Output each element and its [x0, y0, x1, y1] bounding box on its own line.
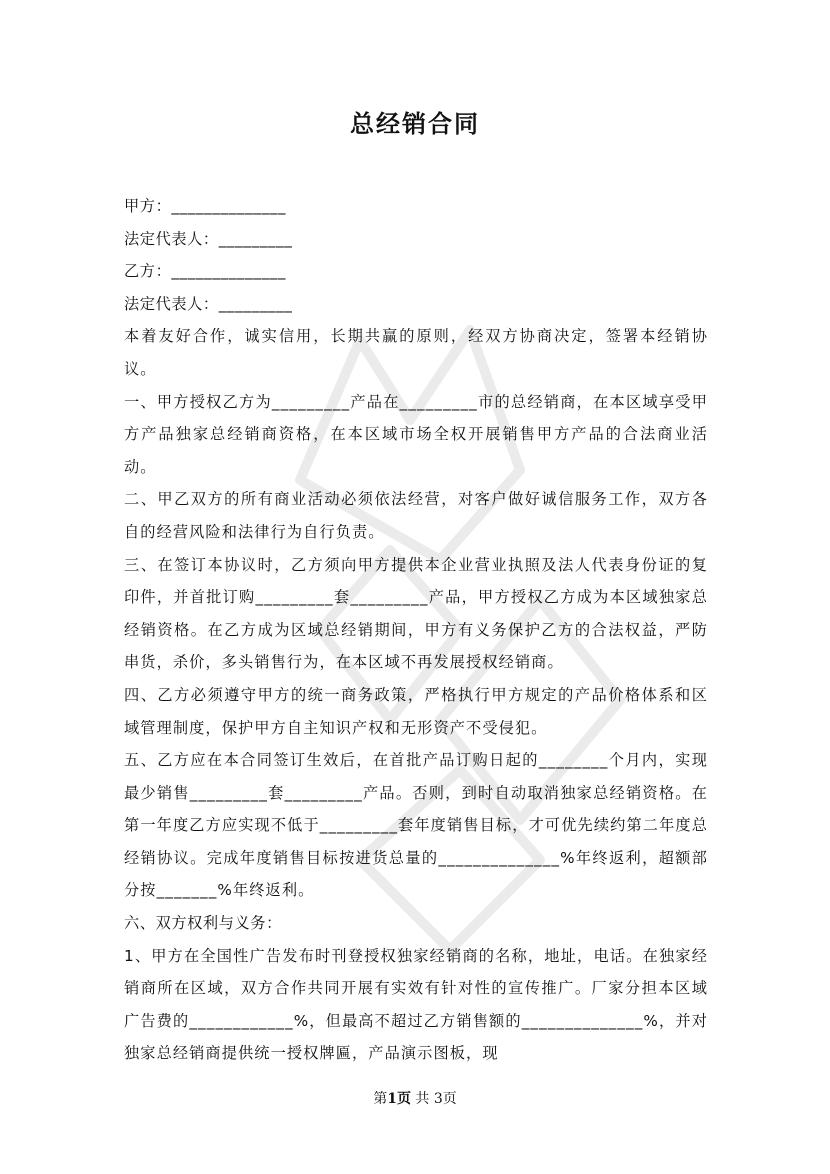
total-prefix: 共: [415, 1091, 430, 1107]
page-prefix: 第: [373, 1091, 388, 1107]
clause-3-paragraph: 三、在签订本协议时，乙方须向甲方提供本企业营业执照及法人代表身份证的复印件，并首批订购_________套_________产品，甲方授权乙方成为本区域独家总经销资格。在乙方成为区域总经销期间，甲方有义务保护乙方的合法权益，严防串货，杀价，多头销售行为，在本区域不再发展授权经销商。: [124, 555, 708, 672]
clause-1-paragraph: 一、甲方授权乙方为_________产品在_________市的总经销商，在本区域享受甲方产品独家总经销商资格，在本区域市场全权开展销售甲方产品的合法商业活动。: [124, 392, 708, 476]
page-current-number: 1: [387, 1091, 397, 1107]
party-a-line: 甲方：______________: [124, 197, 287, 215]
preamble-paragraph: 本着友好合作，诚实信用，长期共赢的原则，经双方协商决定，签署本经销协议。: [124, 327, 708, 378]
clause-5-paragraph: 五、乙方应在本合同签订生效后，在首批产品订购日起的________个月内，实现最少销售_________套_________产品。否则，到时自动取消独家总经销资格。在第一年度乙方应实现不低于_________套年度销售目标，才可优先续约第二年度总经销协议。完成年度销售目标按进货总量的______________%年终返利，超额部分按_______%年终返利。: [124, 751, 708, 900]
party-a-representative-line: 法定代表人：_________: [124, 229, 293, 248]
clause-6-item-1-paragraph: 1、甲方在全国性广告发布时刊登授权独家经销商的名称，地址，电话。在独家经销商所在区域，双方合作共同开展有实效有针对性的宣传推广。厂家分担本区域广告费的____________%，但最高不超过乙方销售额的______________%，并对独家总经销商提供统一授权牌匾，产品演示图板，现: [124, 946, 708, 1063]
page-total-number: 3: [433, 1091, 443, 1107]
party-b-representative-line: 法定代表人：_________: [124, 294, 293, 313]
clause-6-heading: 六、双方权利与义务：: [124, 914, 282, 933]
party-b-line: 乙方：______________: [124, 262, 287, 281]
page-footer: [0, 1088, 830, 1108]
document-body: [124, 190, 708, 1070]
document-title: 总经销合同: [350, 110, 480, 138]
page-label: 页: [396, 1091, 411, 1107]
clause-4-paragraph: 四、乙方必须遵守甲方的统一商务政策，严格执行甲方规定的产品价格体系和区域管理制度，保护甲方自主知识产权和无形资产不受侵犯。: [124, 685, 708, 737]
total-suffix: 页: [442, 1091, 457, 1107]
clause-2-paragraph: 二、甲乙双方的所有商业活动必须依法经营，对客户做好诚信服务工作，双方各自的经营风险和法律行为自行负责。: [124, 490, 708, 541]
